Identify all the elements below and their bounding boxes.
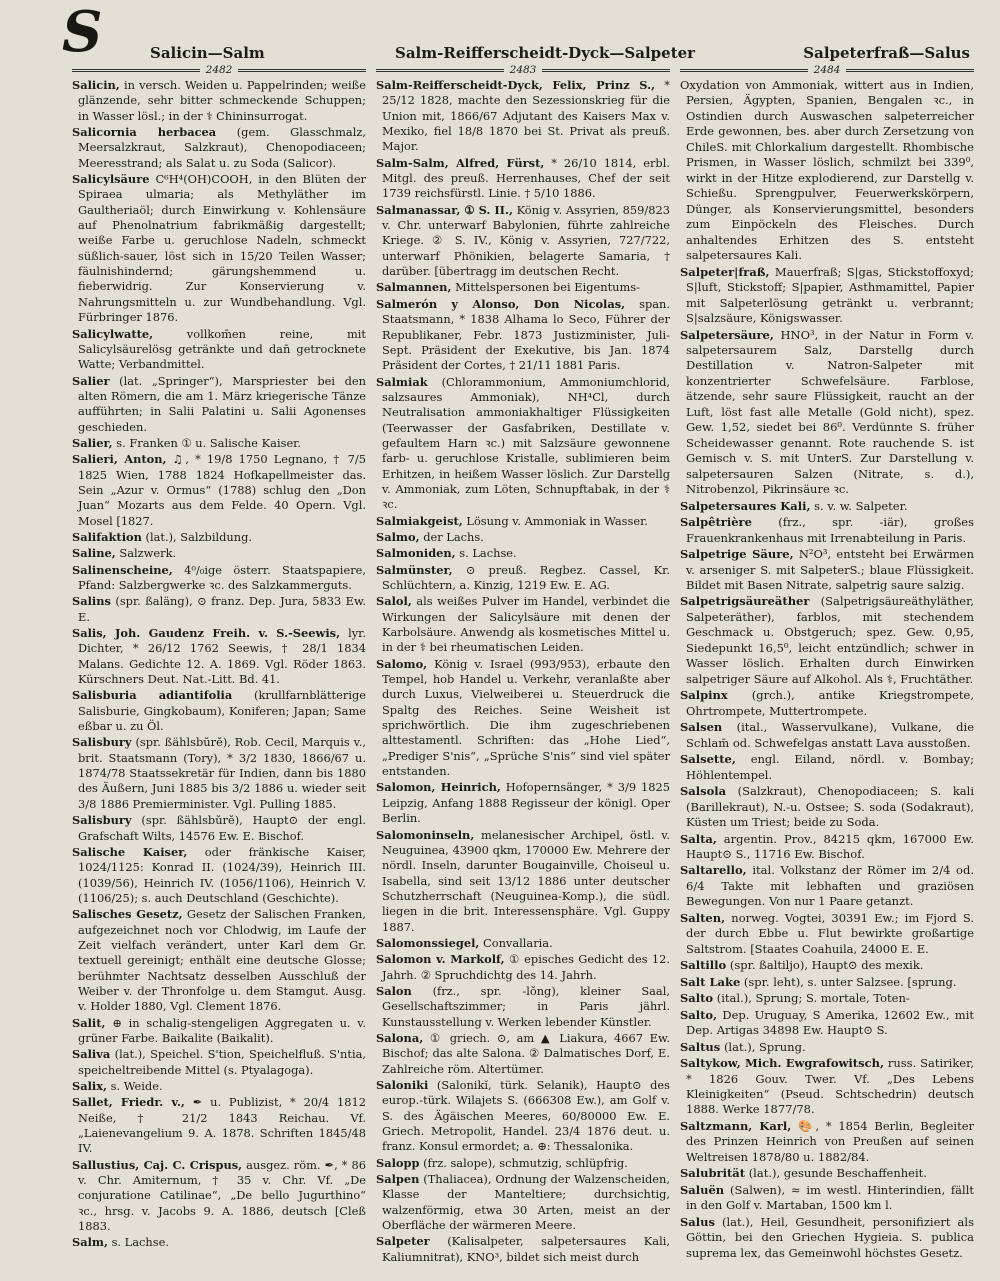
entry-headword: Salsola [680,784,727,799]
dictionary-entry [680,499,974,514]
entry-text: russ. Satiriker, * 1826 Gouv. Twer. Vf. „Des Lebens Kleinigkeiten“ (Pseud. Schtschedrin) deutsch 1888. Werke 1877/78. [686,1056,974,1117]
entry-text: * 26/10 1814, erbl. Mitgl. des preuß. Herrenhauses, Chef der seit 1739 reichsfürstl. Linie. † 5/10 1886. [382,155,670,201]
dictionary-entry [72,1095,366,1156]
entry-text: s. Weide. [110,1079,163,1093]
entry-headword: Saltus [680,1039,721,1054]
entry-text: König v. Assyrien, 859/823 v. Chr. unterwarf Babylonien, führte zahlreiche Kriege. ② S. IV., König v. Assyrien, 727/722, unterwarf Phönikien, belagerte Samaria, † darüber. [übertragg im deutschen Recht. [382,202,670,279]
entry-headword: Sallet, Friedr. v., [72,1095,185,1110]
entry-headword: Salisbury [72,813,132,828]
dictionary-entry [376,514,670,529]
header-center: Salm-Reifferscheidt-Dyck—Salpeter [395,44,696,62]
entry-text: argentin. Prov., 84215 qkm, 167000 Ew. Haupt⊙ S., 11716 Ew. Bischof. [686,831,974,861]
entry-headword: Salona, [376,1030,424,1045]
dictionary-entry [376,203,670,280]
entry-headword: Salmiakgeist, [376,513,463,528]
dictionary-entry [680,720,974,751]
entry-text: s. Lachse. [111,1235,169,1250]
dictionary-entry [680,78,974,264]
entry-headword: Salicornia herbacea [72,125,217,140]
entry-text: (lat. „Springer“), Marspriester bei den alten Römern, die am 1. März kriegerische Tänze aufführten; in Salii Palatini u. Salii Agonenses geschieden. [78,373,366,434]
entry-text: ⊙ preuß. Regbez. Cassel, Kr. Schlüchtern, a. Kinzig, 1219 Ew. E. AG. [382,562,670,592]
dictionary-entry [680,863,974,909]
entry-text: engl. Eiland, nördl. v. Bombay; Höhlentempel. [686,752,974,782]
dictionary-entry [72,626,366,687]
dictionary-entry [72,1235,366,1250]
entry-text: norweg. Vogtei, 30391 Ew.; im Fjord S. der durch Ebbe u. Flut bewirkte großartige Saltstrom. [Staates Coahuila, 24000 E. E. [686,910,974,956]
entry-text: ① episches Gedicht des 12. Jahrh. ② Spruchdichtg des 14. Jahrh. [382,952,670,982]
entry-text: (frz., spr. -iär), großes Frauenkrankenhaus mit Irrenabteilung in Paris. [686,515,974,545]
dictionary-entry [72,563,366,594]
dictionary-entry [72,813,366,844]
entry-headword: Salicylwatte, [72,326,154,341]
dictionary-entry [376,828,670,935]
entry-headword: Saliva [72,1047,111,1062]
entry-headword: Salomon, Heinrich, [376,780,501,795]
column-1 [72,64,366,1267]
entry-text: als weißes Pulver im Handel, verbindet die Wirkungen der Salicylsäure mit denen der Karbolsäure. Anwendg als kosmetisches Mittel u. in der ⚕ bei rheumatischen Leiden. [382,594,670,655]
dictionary-entry [376,1234,670,1265]
entry-headword: Salomo, [376,656,428,671]
dictionary-entry [376,280,670,295]
entry-text: 🎨, * 1854 Berlin, Begleiter des Prinzen Heinrich von Preußen auf seinen Weltreisen 1878/80 u. 1882/84. [686,1118,974,1164]
entry-headword: Salsen [680,720,723,735]
entry-headword: Salins [72,594,111,609]
entry-headword: Salix, [72,1079,108,1093]
entry-headword: Salier, [72,435,113,450]
entry-headword: Salmannen, [376,280,452,295]
dictionary-entry [376,984,670,1030]
dictionary-entry [680,1008,974,1039]
dictionary-entry [72,546,366,561]
entry-text: (spr. ßählsbŭrĕ), Rob. Cecil, Marquis v., brit. Staatsmann (Tory), * 3/2 1830, 1866/67 u. 1874/78 Staatssekretär für Indien, dann bis 1880 des Äußern, Juni 1885 bis 3/2 1886 u. wieder seit 3/8 1886 Premierminister. Vgl. Pulling 1885. [78,735,366,811]
entry-headword: Salpinx [680,688,728,703]
dictionary-entry [680,991,974,1006]
entry-headword: Salubrität [680,1166,746,1181]
entry-text: N²O³, entsteht bei Erwärmen v. arseniger S. mit SalpeterS.; blaue Flüssigkeit. Bildet mit Basen Nitrate, salpetrig saure salzig. [686,547,974,592]
dictionary-entry [680,1183,974,1214]
dictionary-entry [72,374,366,435]
entry-text: (ital.), Sprung; S. mortale, Toten- [716,991,910,1006]
entry-text: Hofopernsänger, * 3/9 1825 Leipzig, Anfang 1888 Regisseur der königl. Oper Berlin. [382,780,670,826]
entry-text: C⁶H⁴(OH)COOH, in den Blüten der Spiraea ulmaria; als Methyläther im Gaultheriaöl; durch Einwirkung v. Kohlensäure auf Phenolnatrium fabrikmäßig dargestellt; weiße Farbe u. geruchlose Nadeln, schmeckt süßlich-sauer, löst sich in 15/20 Teilen Wasser; fäulnishindernd; gärungshemmend u. fieberwidrig. Zur Konservierung v. Nahrungsmitteln u. zur Wundbehandlung. Vgl. Fürbringer 1876. [78,172,366,325]
entry-headword: Saltzmann, Karl, [680,1118,792,1133]
dictionary-entry [376,594,670,655]
dictionary-entry [72,125,366,171]
entry-text: s. Lachse. [459,546,517,561]
entry-headword: Salmünster, [376,562,453,577]
entry-headword: Salisburia adiantifolia [72,688,233,703]
entry-text: ital. Volkstanz der Römer im 2/4 od. 6/4 Takte mit lebhaften und graziösen Bewegungen. Von nur 1 Paare getanzt. [686,863,974,909]
dictionary-entry [376,546,670,561]
entry-text: (gem. Glasschmalz, Meersalzkraut, Salzkraut), Chenopodiaceen; Meeresstrand; als Salat u. zu Soda (Salicor). [78,125,366,170]
dictionary-entry [680,975,974,990]
entry-headword: Salus [680,1214,715,1229]
entry-headword: Salmiak [376,374,428,389]
dictionary-entry [376,1078,670,1155]
entry-text: lyr. Dichter, * 26/12 1762 Seewis, † 28/1 1834 Malans. Gedichte 12. A. 1869. Vgl. Röder 1863. Kürschners Deut. Nat.-Litt. Bd. 41. [78,626,366,687]
page-number: 2484 [680,64,974,76]
dictionary-entry [680,958,974,973]
running-headers [150,44,970,64]
entry-text: Oxydation von Ammoniak, wittert aus in Indien, Persien, Ägypten, Spanien, Bengalen ꝛc., in Ostindien durch Auswaschen salpeterreicher Erde gewonnen, bes. aber durch Zersetzung von ChileS. mit Chlorkalium dargestellt. Rhombische Prismen, in Wasser löslich, schmilzt bei 339⁰, wirkt in der Hitze explodierend, zur Darstellg v. Schießu. Sprengpulver, Feuerwerkskörpern, Dünger, als Konservierungsmittel, besonders zum Einpöckeln des Fleisches. Durch anhaltendes Erhitzen des S. entsteht salpetersaures Kali. [680,78,974,263]
header-left: Salicin—Salm [150,44,265,62]
dictionary-entry [72,1158,366,1235]
entry-text: Convallaria. [483,935,553,950]
dictionary-entry [376,1031,670,1077]
dictionary-entry [680,784,974,830]
entry-headword: Salmanassar, ① S. II., [376,202,513,217]
entry-text: in versch. Weiden u. Pappelrinden; weiße glänzende, sehr bitter schmeckende Schuppen; in Wasser lösl.; in der ⚕ Chininsurrogat. [78,78,366,123]
dictionary-entry [72,1016,366,1047]
dictionary-entry [376,952,670,983]
dictionary-entry [680,752,974,783]
entry-text: (spr. ßählsbŭrĕ), Haupt⊙ der engl. Grafschaft Wilts, 14576 Ew. E. Bischof. [78,813,366,843]
entry-headword: Salomonssiegel, [376,935,480,950]
dictionary-entry [72,452,366,529]
dictionary-entry [72,78,366,124]
dictionary-entry [376,657,670,780]
page-number: 2483 [376,64,670,76]
dictionary-entry [680,265,974,327]
entry-headword: Saltarello, [680,863,747,878]
entry-text: Gesetz der Salischen Franken, aufgezeichnet noch vor Chlodwig, im Laufe der Zeit vielfach verändert, unter Karl dem Gr. textuell gereinigt; enthält eine deutsche Glosse; berühmter Nachtsatz desselben Ausschluß der Weiber v. der Thronfolge u. dem Stamgut. Ausg. v. Holder 1880, Vgl. Clement 1876. [78,907,366,1014]
entry-headword: Salpetrigsäureäther [680,594,810,609]
entry-headword: Salieri, Anton, [72,452,167,467]
entry-headword: Salm-Reifferscheidt-Dyck, Felix, Prinz S., [376,78,656,92]
dictionary-entry [72,530,366,545]
entry-headword: Salpen [376,1172,420,1187]
entry-headword: Salm, [72,1235,108,1250]
entry-headword: Salt Lake [680,974,741,989]
entry-headword: Saloniki [376,1078,429,1092]
entry-headword: Salta, [680,831,717,846]
entry-headword: Salto, [680,1007,718,1022]
dictionary-entry [680,688,974,719]
entry-list [72,78,366,1251]
entry-text: 4⁰/₀ige österr. Staatspapiere, Pfand: Salzbergwerke ꝛc. des Salzkammerguts. [78,562,366,592]
dictionary-entry [376,780,670,826]
entry-headword: Salmo, [376,529,420,544]
entry-headword: Salmoniden, [376,546,456,561]
entry-text: Dep. Uruguay, S Amerika, 12602 Ew., mit Dep. Artigas 34898 Ew. Haupt⊙ S. [686,1007,974,1038]
entry-text: * 25/12 1828, machte den Sezessionskrieg für die Union mit, 1866/67 Adjutant des Kaisers Max v. Mexiko, fiel 18/8 1870 bei St. Privat als preuß. Major. [382,78,670,154]
entry-headword: Salomoninseln, [376,827,475,842]
dictionary-entry [376,936,670,951]
entry-text: vollkom̄en reine, mit Salicylsäurelösg getränkte und dan̄ getrocknete Watte; Verbandmittel. [78,326,366,372]
entry-text: (lat.), Sprung. [723,1039,806,1054]
entry-text: (spr. ßaläng), ⊙ franz. Dep. Jura, 5833 Ew. E. [78,594,366,624]
dictionary-entry [72,327,366,373]
dictionary-entry [72,1047,366,1078]
dictionary-entry [680,515,974,546]
entry-text: (lat.), Speichel. S'tion, Speichelfluß. S'ntia, speicheltreibende Mittel (s. Ptyalagoga). [78,1047,366,1077]
entry-headword: Salmerón y Alonso, Don Nicolas, [376,296,626,311]
entry-headword: Saline, [72,546,116,561]
entry-headword: Salten, [680,910,726,925]
entry-headword: Saluën [680,1182,725,1197]
dictionary-entry [376,297,670,374]
dictionary-entry [72,594,366,625]
entry-text: (frz. salope), schmutzig, schlüpfrig. [423,1155,628,1170]
entry-headword: Salit, [72,1015,106,1030]
dictionary-entry [680,1056,974,1118]
entry-text: Salzwerk. [119,546,177,561]
entry-headword: Salier [72,373,110,388]
dictionary-entry [680,1166,974,1181]
entry-text: Mittelspersonen bei Eigentums- [455,280,640,295]
dictionary-entry [72,1079,366,1094]
entry-headword: Salinenscheine, [72,562,173,577]
dictionary-entry [376,530,670,545]
entry-text: (ital., Wasservulkane), Vulkane, die Schlam̄ od. Schwefelgas anstatt Lava ausstoßen. [686,720,974,750]
columns [72,64,974,1267]
dictionary-entry [680,594,974,687]
entry-text: (Salonikĭ, türk. Selanik), Haupt⊙ des europ.-türk. Wilajets S. (666308 Ew.), am Golf v. S. des Ägäischen Meeres, 60/80000 Ew. E. Griech. Metropolit, Handel. 23/4 1876 deut. u. franz. Konsul ermordet; a. ⊕: Thessalonika. [382,1078,670,1154]
dictionary-entry [72,735,366,812]
entry-text: (lat.), Salzbildung. [145,529,252,544]
dictionary-entry [376,1172,670,1233]
entry-headword: Salol, [376,594,412,609]
dictionary-entry [376,563,670,594]
dictionary-entry [72,907,366,1014]
dictionary-entry [376,78,670,155]
entry-text: HNO³, in der Natur in Form v. salpetersaurem Salz, Darstellg durch Destillation v. Natron-Salpeter mit konzentrierter Schwefelsäure. Farblose, ätzende, sehr saure Flüssigkeit, raucht an der Luft, löst fast alle Metalle (Gold nicht), spez. Gew. 1,52, siedet bei 86⁰. Verdünnte S. früher Scheidewasser genannt. Rote rauchende S. ist Gemisch v. S. mit UnterS. Zur Darstellung v. salpetersauren Salzen (Nitrate, s. d.), Nitrobenzol, Pikrinsäure ꝛc. [686,327,974,497]
entry-headword: Salpetrige Säure, [680,547,794,562]
entry-text: s. v. w. Salpeter. [814,498,908,513]
page-number: 2482 [72,64,366,76]
dictionary-entry [376,375,670,513]
dictionary-entry [72,688,366,734]
entry-headword: Salm-Salm, Alfred, Fürst, [376,155,545,170]
entry-text: König v. Israel (993/953), erbaute den Tempel, hob Handel u. Verkehr, veranlaßte aber durch Luxus, Vielweiberei u. Steuerdruck die Spaltg des Reiches. Seine Weisheit ist sprichwörtlich. Die ihm zugeschriebenen alttestamentl. Schriften: das „Hohe Lied“, „Prediger S'nis“, „Sprüche S'nis“ sind viel später entstanden. [382,656,670,779]
entry-headword: Salpeter [376,1234,430,1249]
entry-text: ausgez. röm. ✒, * 86 v. Chr. Amiternum, † 35 v. Chr. Vf. „De conjuratione Catilinae“, „De bello Jugurthino“ ꝛc., hrsg. v. Jacobs 9. A. 1886, deutsch [Cleß 1883. [78,1157,366,1234]
dictionary-entry [376,156,670,202]
entry-headword: Salisbury [72,735,132,750]
dictionary-entry [72,436,366,451]
entry-headword: Salon [376,983,412,998]
header-right: Salpeterfraß—Salus [803,44,970,62]
entry-text: oder fränkische Kaiser, 1024/1125: Konrad II. (1024/39), Heinrich III. (1039/56), Heinrich IV. (1056/1106), Heinrich V. (1106/25); s. auch Deutschland (Geschichte). [78,844,366,905]
entry-headword: Salis, Joh. Gaudenz Freih. v. S.-Seewis, [72,626,341,641]
entry-text: (lat.), Heil, Gesundheit, personifiziert als Göttin, bei den Griechen Hygieia. S. publica suprema lex, das Gemeinwohl höchstes Gesetz. [686,1214,974,1260]
entry-headword: Saltillo [680,958,727,973]
dictionary-entry [680,911,974,957]
entry-headword: Salpetersaures Kali, [680,498,811,513]
entry-text: ✒ u. Publizist, * 20/4 1812 Neiße, † 21/2 1843 Reichau. Vf. „Laienevangelium 9. A. 1878. Schriften 1845/48 IV. [78,1095,366,1156]
entry-text: (lat.), gesunde Beschaffenheit. [748,1166,927,1181]
dictionary-entry [680,1119,974,1165]
entry-text: ⊕ in schalig-stengeligen Aggregaten u. v. grüner Farbe. Baikalite (Baikalit). [78,1015,366,1045]
section-initial: S [62,0,103,65]
dictionary-entry [72,172,366,325]
entry-headword: Salsette, [680,752,736,767]
entry-headword: Saltykow, Mich. Ewgrafowitsch, [680,1056,884,1071]
entry-headword: Salpetersäure, [680,327,774,342]
dictionary-entry [680,547,974,593]
entry-text: (Salzkraut), Chenopodiaceen; S. kali (Barillekraut), N.-u. Ostsee; S. soda (Sodakraut), Küsten um Triest; beide zu Soda. [686,784,974,830]
entry-headword: Salische Kaiser, [72,844,188,859]
entry-headword: Salicin, [72,78,120,92]
entry-text: (krullfarnblätterige Salisburie, Gingkobaum), Koniferen; Japan; Same eßbar u. zu Öl. [78,688,366,734]
entry-text: span. Staatsmann, * 1838 Alhama lo Seco, Führer der Republikaner, Febr. 1873 Justizminister, Juli-Sept. Präsident der Exekutive, bis Jan. 1874 Präsident der Cortes, † 21/11 1881 Paris. [382,296,670,373]
entry-text: (spr. ßaltiljo), Haupt⊙ des mexik. [729,958,924,973]
entry-headword: Salopp [376,1155,420,1170]
entry-text: Mauerfraß; S|gas, Stickstoffoxyd; S|luft, Stickstoff; S|papier, Asthmamittel, Papier mit Salpeterlösung getränkt u. verbrannt; S|salzsäure, Königswasser. [686,264,974,326]
entry-text: (Salpetrigsäureäthyläther, Salpeteräther), farblos, mit stechendem Geschmack u. Obstgeruch; spez. Gew. 0,95, Siedepunkt 16,5⁰, leicht entzündlich; schwer in Wasser löslich. Erhalten durch Einwirken salpetriger Säure auf Alkohol. Als ⚕, Fruchtäther. [686,594,974,686]
entry-headword: Salisches Gesetz, [72,907,183,922]
entry-text: (Thaliacea), Ordnung der Walzenscheiden, Klasse der Manteltiere; durchsichtig, walzenförmig, etwa 30 Arten, meist an der Oberfläche der wärmeren Meere. [382,1172,670,1233]
entry-list [680,78,974,1261]
column-3 [680,64,974,1267]
column-2 [376,64,670,1267]
dictionary-entry [72,845,366,906]
entry-text: (frz., spr. -lŏng), kleiner Saal, Gesellschaftszimmer; in Paris jährl. Kunstausstellung v. Werken lebender Künstler. [382,983,670,1029]
entry-list [376,78,670,1265]
dictionary-entry [680,1215,974,1261]
dictionary-entry [680,832,974,863]
entry-text: (Chlorammonium, Ammoniumchlorid, salzsaures Ammoniak), NH⁴Cl, durch Neutralisation ammoniakhaltiger Flüssigkeiten (Teerwasser der Gasfabriken, Destillate v. gefaultem Harn ꝛc.) mit Salzsäure gewonnene farb- u. geruchlose Kristalle, sublimieren beim Erhitzen, in heißem Wasser löslich. Zur Darstellg v. Ammoniak, zum Löten, Schnupftabak, in der ⚕ ꝛc. [382,374,670,512]
entry-headword: Salto [680,991,714,1006]
dictionary-entry [680,328,974,498]
entry-headword: Salomon v. Markolf, [376,952,505,967]
entry-text: Lösung v. Ammoniak in Wasser. [466,513,648,528]
entry-text: (grch.), antike Kriegstrompete, Ohrtrompete, Muttertrompete. [686,688,974,718]
entry-text: ① griech. ⊙, am ▲ Liakura, 4667 Ew. Bischof; das alte Salona. ② Dalmatisches Dorf, E. Zahlreiche röm. Altertümer. [382,1030,670,1076]
entry-text: der Lachs. [423,529,484,544]
dictionary-entry [680,1040,974,1055]
entry-headword: Salpeter|fraß, [680,264,770,279]
entry-text: (spr. leht), s. unter Salzsee. [sprung. [743,974,957,989]
dictionary-entry [376,1156,670,1171]
entry-headword: Salicylsäure [72,172,150,187]
entry-text: (Salwen), ≈ im westl. Hinterindien, fällt in den Golf v. Martaban, 1500 km l. [686,1182,974,1213]
entry-text: melanesischer Archipel, östl. v. Neuguinea, 43900 qkm, 170000 Ew. Mehrere der nördl. Inseln, darunter Bougainville, Choiseul u. Isabella, sind seit 13/12 1886 unter deutscher Schutzherrschaft (Neuguinea-Komp.), die südl. liegen in die brit. Interessensphäre. Vgl. Guppy 1887. [382,827,670,934]
entry-text: (Kalisalpeter, salpetersaures Kali, Kaliumnitrat), KNO³, bildet sich meist durch [382,1234,670,1264]
entry-headword: Sallustius, Caj. C. Crispus, [72,1157,243,1172]
entry-headword: Salpêtrière [680,515,752,530]
entry-text: ♫, * 19/8 1750 Legnano, † 7/5 1825 Wien, 1788 1824 Hofkapellmeister das. Sein „Azur v. Ormus“ (1788) schlug den „Don Juan“ Mozarts aus dem Felde. 40 Opern. Vgl. Mosel [1827. [78,452,366,528]
entry-text: s. Franken ① u. Salische Kaiser. [116,435,301,450]
entry-headword: Salifaktion [72,529,142,544]
